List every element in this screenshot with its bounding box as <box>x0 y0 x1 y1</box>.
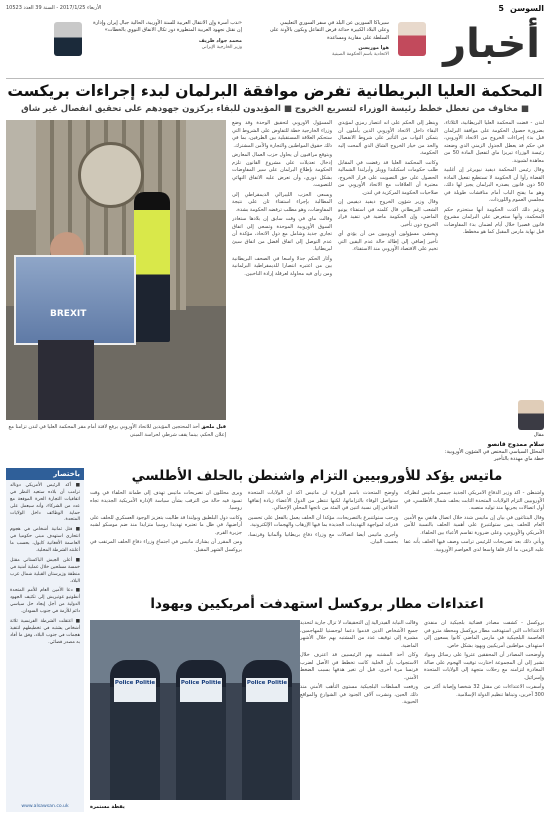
quote-author-role: وزير الخارجية الإيراني <box>201 44 242 50</box>
brussels-police-photo <box>90 620 300 800</box>
byline-label: مقال <box>533 432 544 438</box>
main-headline: المحكمة العليا البريطانية تفرض موافقة البرلمان لبدء إجراءات بريكست <box>7 82 543 100</box>
article-column <box>338 120 438 460</box>
paragraph: بروكسل - كشفت مصادر قضائية بلجيكية أن منفذي الاعتداءات التي استهدفت مطار بروكسل ومحطة مترو في العاصمة البلجيكية في مارس الماضي كانوا يسعون إلى استهداف مواطنين أمريكيين ويهود بشكل خاص. <box>424 620 544 649</box>
issue-date: الأربعاء 2017/1/25 - السنة 39 العدد 10523 <box>6 5 102 11</box>
author-name: سلام ممدوح قانصو <box>487 440 544 448</box>
brussels-headline: اعتداءات مطار بروكسل استهدفت أمريكيين ويهودا <box>150 596 484 612</box>
court-protest-photo <box>6 120 226 420</box>
paragraph: وأثار الحكم جدلا واسعا في الصحف البريطانية بين من اعتبره انتصارا للديمقراطية البرلمانية ومن رأى فيه محاولة لعرقلة إرادة الناخبين. <box>232 255 332 277</box>
article-column <box>444 120 544 396</box>
byline-box <box>444 400 544 464</box>
photo-caption: يقظة مستمرة <box>90 804 125 810</box>
paragraph: وقال رئيس المحكمة ديفيد نيوبرغر إن أغلبية القضاة رأوا أن الحكومة لا تستطيع تفعيل المادة 50 دون قانون يصدره البرلمان يجيز لها ذلك، وهو ما يفتح الباب أمام مناقشات طويلة في مجلسي العموم واللوردات. <box>444 167 544 203</box>
section-title: أخبار <box>443 21 540 67</box>
paragraph: المسؤول الأوروبي لتحقيق الوحدة وقد وضع وزراء الخارجية خطة للتفاوض على الشروط التي ستحكم العلاقة المستقبلية بين الطرفين، بما في ذلك حقوق المواطنين والتجارة والأمن المشترك. <box>232 120 332 149</box>
paragraph: وقالت النيابة الفيدرالية إن التحقيقات لا تزال جارية لتحديد جميع الأشخاص الذين قدموا دعما لوجستيا للمهاجمين، مشيرة إلى توقيف عدد من المشتبه بهم خلال الأشهر الماضية. <box>300 620 418 649</box>
brief-item: ■ اعتقلت الشرطة الفرنسية ثلاثة أشخاص يشتبه في تخطيطهم لتنفيذ هجمات في جنوب البلاد، وفق ما أفاد به مصدر قضائي. <box>10 619 80 645</box>
paragraph: وقال وزير شؤون الخروج ديفيد ديفيس إن الشعب البريطاني قال كلمته في استفتاء يونيو الماضي، وإن الحكومة ماضية في تنفيذ قرار الخروج دون تأخير. <box>338 199 438 228</box>
quote-text: «ندب أسرة وإن الانتقال العربية للسنة الأوربية، الحالية جبال إيران وإدارة إن نقتل نجهود العربية المتطورة دور تكال الانفاق النووي بالخطات» <box>93 20 242 34</box>
paragraph: ويأتي ذلك بعد تصريحات للرئيس ترامب وصف فيها الحلف بأنه عفا عليه الزمن، ما أثار قلقا واسعا لدى العواصم الأوروبية. <box>404 539 544 553</box>
brief-item: ■ أكد الرئيس الأمريكي دونالد ترامب أن بلاده ستعيد النظر في اتفاقيات التجارة الحرة الموقعة مع عدد من الشركاء، وأنه سيعمل على حماية الوظائف داخل الولايات المتحدة. <box>10 483 80 523</box>
masthead-bar <box>6 4 544 14</box>
quote-portrait-photo <box>54 22 82 56</box>
caption-text: أحد المحتجين المؤيدين للاتحاد الأوروبي يرفع لافتة أمام مقر المحكمة العليا في لندن تزامنا مع إعلان الحكم، بينما يقف شرطي لحراسة المبنى <box>8 424 226 438</box>
paragraph: ويخشى مسؤولون أوروبيون من أن يؤدي أي تأخير إضافي إلى إطالة حالة عدم اليقين التي تخيم على الاقتصاد الأوروبي منذ الاستفتاء. <box>338 231 438 252</box>
caption-title: قبل ملحق <box>201 424 226 430</box>
article-column <box>248 490 398 590</box>
protest-placard <box>14 255 136 345</box>
paragraph: ورغم ذلك أكدت الحكومة أنها ستحترم حكم المحكمة، وأنها ستعرض على البرلمان مشروع قانون قصيرا خلال أيام لضمان بدء المفاوضات قبل نهاية مارس المقبل كما هو مخطط. <box>444 206 544 235</box>
paragraph: وقالت ماي في وقت سابق إن بلادها ستغادر السوق الأوروبية الموحدة وتسعى إلى اتفاق تجاري جديد وشامل مع دول الاتحاد، مؤكدة أن عدم التوصل إلى اتفاق أفضل من اتفاق سيئ لبريطانيا. <box>232 216 332 252</box>
quote-author: محمد جواد ظريف <box>198 37 242 44</box>
masthead-logo: السوسن <box>510 4 544 13</box>
paragraph: وأوضح المتحدث باسم الوزارة أن ماتيس أكد أن الولايات المتحدة ستواصل الوفاء بالتزاماتها، لكنها تنتظر من الدول الأعضاء زيادة إنفاقها الدفاعي إلى نسبة اثنين في المئة من ناتجها المحلي الإجمالي. <box>248 490 398 511</box>
paragraph: وأجرى ماتيس أيضا اتصالات مع وزراء دفاع بريطانيا وألمانيا وفرنسا، بحسب البيان. <box>248 531 398 545</box>
quote-portrait-photo <box>398 22 426 56</box>
paragraph: وكان أحد المشتبه بهم الرئيسيين قد اعترف خلال الاستجواب بأن الخلية كانت تخطط في الأصل لضرب فرنسا مرة أخرى، قبل أن تغير هدفها بسبب الضغط الأمني. <box>300 652 418 681</box>
article-column <box>404 490 544 590</box>
page-number: 5 <box>498 4 504 13</box>
article-column <box>300 620 418 818</box>
brief-item: ■ أعلن الجيش الباكستاني مقتل خمسة مسلحين خلال عملية أمنية في منطقة وزيرستان القبلية شمال غرب البلاد. <box>10 557 80 584</box>
paragraph: ومن المقرر أن يشارك ماتيس في اجتماع وزراء دفاع الحلف المرتقب في بروكسل الشهر المقبل. <box>90 539 242 553</box>
author-photo <box>518 400 544 430</box>
paragraph: ورحب ستولتنبرغ بالتصريحات، مؤكدا أن الحلف يعمل بالفعل على تحسين قدراته لمواجهة التهديدات الجديدة بما فيها الإرهاب والهجمات الإلكترونية. <box>248 514 398 528</box>
paragraph: وقال البنتاغون في بيان إن ماتيس شدد خلال اتصال هاتفي مع الأمين العام للحلف ينس ستولتنبرغ على أهمية الحلف بالنسبة للأمن الأمريكي والأوروبي، وعلى ضرورة تقاسم الأعباء بين الحلفاء. <box>404 514 544 536</box>
article-column <box>90 490 242 590</box>
article-column <box>232 120 332 460</box>
quote-author: هوا موريسن <box>358 44 389 51</box>
paragraph: لندن - قضت المحكمة العليا البريطانية، الثلاثاء، بضرورة حصول الحكومة على موافقة البرلمان قبل بدء إجراءات الخروج من الاتحاد الأوروبي، في حكم قد يعطل الجدول الزمني الذي وضعته رئيسة الوزراء تيريزا ماي لتفعيل المادة 50 من معاهدة لشبونة. <box>444 120 544 164</box>
paragraph: وأسفرت الاعتداءات عن مقتل 32 شخصا وإصابة أكثر من 300 آخرين، وتبناها تنظيم الدولة الإسلامية. <box>424 684 544 698</box>
quote-text: سيرياكا السورين عن البلد في سفر السوري التعليمي وعلى البلاد الكبيرة حداثة فرض التفاعل ويكون بالأونة على السلطة على مقاربة ومساعدة <box>269 20 389 41</box>
placard-text: BREXIT <box>50 309 87 319</box>
brief-item: ■ قتل ثمانية أشخاص في هجوم انتحاري استهدف مبنى حكوميا في العاصمة الأفغانية كابول، بحسب ما أعلنته الشرطة المحلية. <box>10 527 80 554</box>
sidebar-title: باختصار <box>6 468 84 480</box>
paragraph: ويتوقع مراقبون أن يحاول حزب العمال المعارض إدخال تعديلات على مشروع القانون تلزم الحكومة بإطلاع البرلمان على سير المفاوضات بشكل دوري، وأن تعرض عليه الاتفاق النهائي للتصويت. <box>232 152 332 188</box>
police-vest-label: Police Politie <box>180 678 222 702</box>
quote-box <box>92 20 242 51</box>
police-officer-figure <box>134 192 170 342</box>
quote-box <box>269 20 389 59</box>
sidebar-website[interactable]: www.alsawsan.co.uk <box>21 804 69 809</box>
paragraph: واشنطن - أكد وزير الدفاع الأمريكي الجديد جيمس ماتيس لنظرائه الأوروبيين التزام الولايات المتحدة الثابت بحلف شمال الأطلسي، في أول اتصالات يجريها منذ توليه منصبه. <box>404 490 544 511</box>
paragraph: ورفعت السلطات البلجيكية مستوى التأهب الأمني منذ ذلك الحين، ونشرت آلاف الجنود في الشوارع والمواقع الحيوية. <box>300 684 418 705</box>
section-header <box>6 16 544 79</box>
paragraph: وينظر إلى الحكم على أنه انتصار رمزي لمؤيدي البقاء داخل الاتحاد الأوروبي الذين يأملون أن يتمكن النواب من التأثير على شروط الانفصال والحد من خيار الخروج الشاق الذي ألمحت إليه الحكومة. <box>338 120 438 156</box>
brief-item: ■ دعا الأمين العام للأمم المتحدة أنطونيو غوتيريش إلى تكثيف الجهود الدولية من أجل إيجاد حل سياسي دائم للأزمة في جنوب السودان. <box>10 588 80 615</box>
paragraph: وكانت المحكمة العليا قد رفضت في المقابل طلب حكومات اسكتلندا وويلز وأيرلندا الشمالية الحصول على حق التصويت على قرار الخروج، معتبرة أن العلاقات مع الاتحاد الأوروبي من صلاحيات الحكومة المركزية في لندن. <box>338 159 438 196</box>
byline-text: المحلل السياسي المختص في الشؤون الأوروبية: خطة ماي مهددة بالتأخير <box>444 448 544 462</box>
paragraph: ويرى محللون أن تصريحات ماتيس تهدف إلى طمأنة الحلفاء في وقت تسود فيه حالة من الترقب بشأن سياسة الإدارة الأمريكية الجديدة تجاه روسيا. <box>90 490 242 511</box>
photo-caption <box>6 424 226 439</box>
article-column <box>424 620 544 818</box>
police-vest-label: Police Politie <box>114 678 156 702</box>
paragraph: وكانت دول البلطيق وبولندا قد طالبت بتعزيز الوجود العسكري للحلف على أراضيها، في ظل ما تعتبره تهديدا روسيا متزايدا منذ ضم موسكو لشبه جزيرة القرم. <box>90 514 242 536</box>
protester-body <box>38 340 94 420</box>
quote-author-role: الاتحادية باسم الحكومة الصينية <box>332 52 389 57</box>
briefs-sidebar <box>6 468 84 812</box>
paragraph: ويسعى الحزب الليبرالي الديمقراطي إلى المطالبة بإجراء استفتاء ثان على نتيجة المفاوضات، وهو مطلب ترفضه الحكومة بشدة. <box>232 191 332 213</box>
mattis-headline: ماتيس يؤكد للأوروبيين التزام واشنطن بالحلف الأطلسي <box>131 468 503 484</box>
police-vest-label: Police Politie <box>246 678 288 702</box>
sidebar-body <box>6 480 84 653</box>
paragraph: وأوضحت المصادر أن المحققين عثروا على رسائل ومواد تشير إلى أن المجموعة اختارت توقيت الهجوم على صالة المغادرة لتزامنه مع رحلات متجهة إلى الولايات المتحدة وإسرائيل. <box>424 652 544 681</box>
main-subheadline: ■ مخاوف من تعطل خطط رئيسة الوزراء لتسريع الخروج ■ المؤيدون للبقاء يركزون جهودهم على تحقيق انفصال غير شاق <box>21 104 529 114</box>
